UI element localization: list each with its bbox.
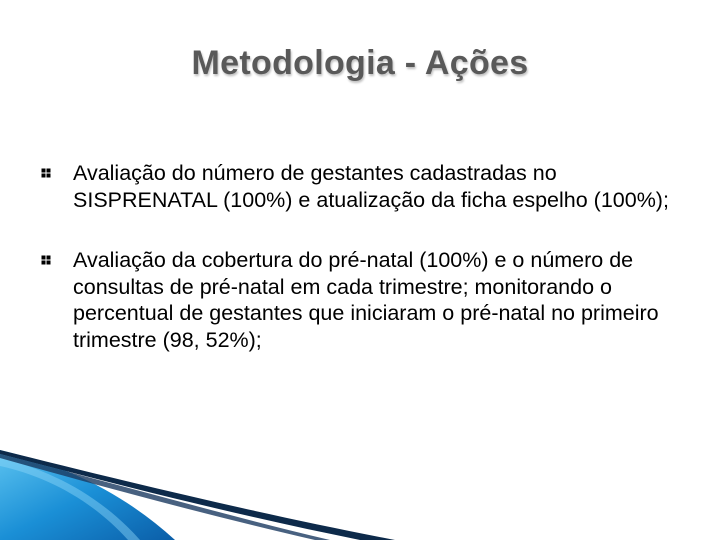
bullet-list [40, 160, 680, 353]
square-bullet-icon [40, 160, 52, 186]
bullet-text: Avaliação da cobertura do pré-natal (100%) e o número de consultas de pré-natal em cada trimestre; monitorando o percentual de gestantes que iniciaram o pré-natal no primeiro trimestre (98, 52%); [73, 248, 659, 352]
square-bullet-icon [40, 247, 52, 273]
bullet-text: Avaliação do número de gestantes cadastradas no SISPRENATAL (100%) e atualização da ficha espelho (100%); [73, 161, 669, 212]
slide-title: Metodologia - Ações [191, 44, 529, 82]
corner-swoosh [0, 450, 400, 540]
bullet-item [40, 160, 680, 213]
bullet-item [40, 247, 680, 353]
